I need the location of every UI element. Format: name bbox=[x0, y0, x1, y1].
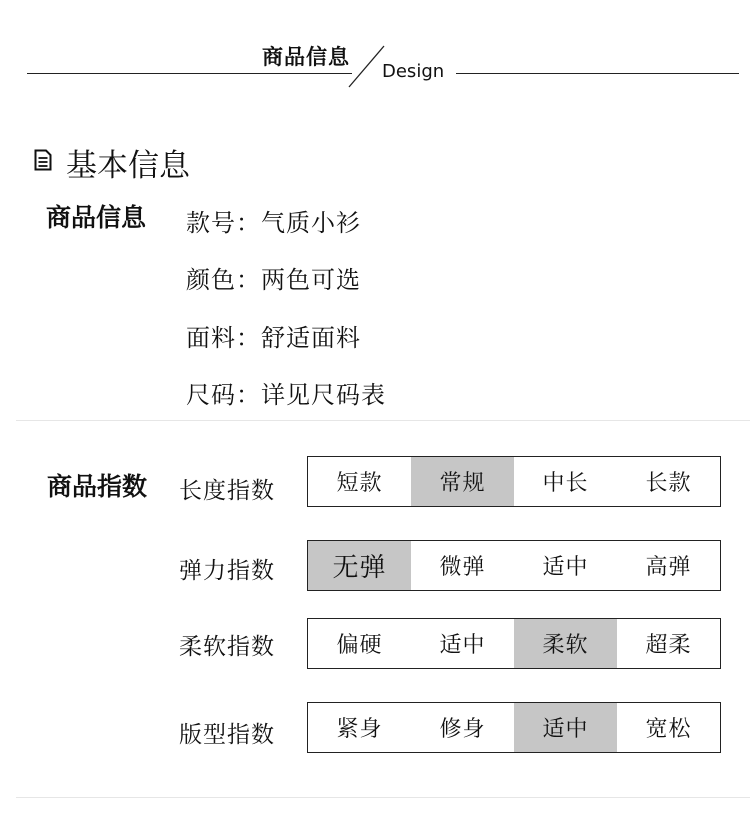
index-option: 超柔 bbox=[645, 633, 692, 658]
info-value: 气质小衫 bbox=[261, 209, 361, 237]
info-row-fabric bbox=[186, 318, 361, 353]
index-option: 偏硬 bbox=[336, 633, 383, 658]
index-option: 紧身 bbox=[336, 717, 383, 742]
index-option: 适中 bbox=[439, 633, 486, 658]
header-subtitle: Design bbox=[382, 61, 445, 82]
info-separator: ： bbox=[236, 324, 261, 352]
index-scale-elasticity bbox=[307, 540, 721, 591]
header-rule-right bbox=[456, 73, 739, 74]
info-row-size bbox=[186, 375, 386, 410]
index-scale-length bbox=[307, 456, 721, 507]
info-separator: ： bbox=[236, 209, 261, 237]
index-label-fit: 版型指数 bbox=[179, 722, 275, 748]
info-key: 面料 bbox=[186, 324, 236, 352]
info-value: 舒适面料 bbox=[261, 324, 361, 352]
section-divider bbox=[16, 420, 750, 421]
info-key: 尺码 bbox=[186, 381, 236, 409]
info-row-style-no bbox=[186, 203, 361, 238]
bottom-divider bbox=[16, 797, 750, 798]
header-slash-divider bbox=[346, 43, 386, 89]
index-option: 常规 bbox=[411, 457, 514, 506]
info-value: 详见尺码表 bbox=[261, 381, 386, 409]
index-option: 短款 bbox=[336, 471, 383, 496]
info-row-color bbox=[186, 260, 361, 295]
index-label-softness: 柔软指数 bbox=[179, 634, 275, 660]
info-value: 两色可选 bbox=[261, 266, 361, 294]
index-label-elasticity: 弹力指数 bbox=[179, 558, 275, 584]
index-option: 柔软 bbox=[514, 619, 617, 668]
index-label-length: 长度指数 bbox=[179, 478, 275, 504]
index-option: 适中 bbox=[542, 555, 589, 580]
index-option: 适中 bbox=[514, 703, 617, 752]
index-option: 长款 bbox=[645, 471, 692, 496]
document-icon bbox=[34, 149, 52, 171]
info-key: 颜色 bbox=[186, 266, 236, 294]
index-option: 无弹 bbox=[308, 541, 411, 590]
index-option: 宽松 bbox=[645, 717, 692, 742]
header-title: 商品信息 bbox=[262, 45, 350, 69]
product-info-label: 商品信息 bbox=[46, 203, 147, 232]
index-option: 修身 bbox=[439, 717, 486, 742]
index-option: 高弹 bbox=[645, 555, 692, 580]
info-separator: ： bbox=[236, 266, 261, 294]
section-title: 基本信息 bbox=[66, 148, 190, 184]
index-option: 微弹 bbox=[439, 555, 486, 580]
header-rule-left bbox=[27, 73, 352, 74]
index-scale-softness bbox=[307, 618, 721, 669]
index-scale-fit bbox=[307, 702, 721, 753]
product-index-label: 商品指数 bbox=[47, 472, 148, 501]
info-key: 款号 bbox=[186, 209, 236, 237]
info-separator: ： bbox=[236, 381, 261, 409]
index-option: 中长 bbox=[542, 471, 589, 496]
